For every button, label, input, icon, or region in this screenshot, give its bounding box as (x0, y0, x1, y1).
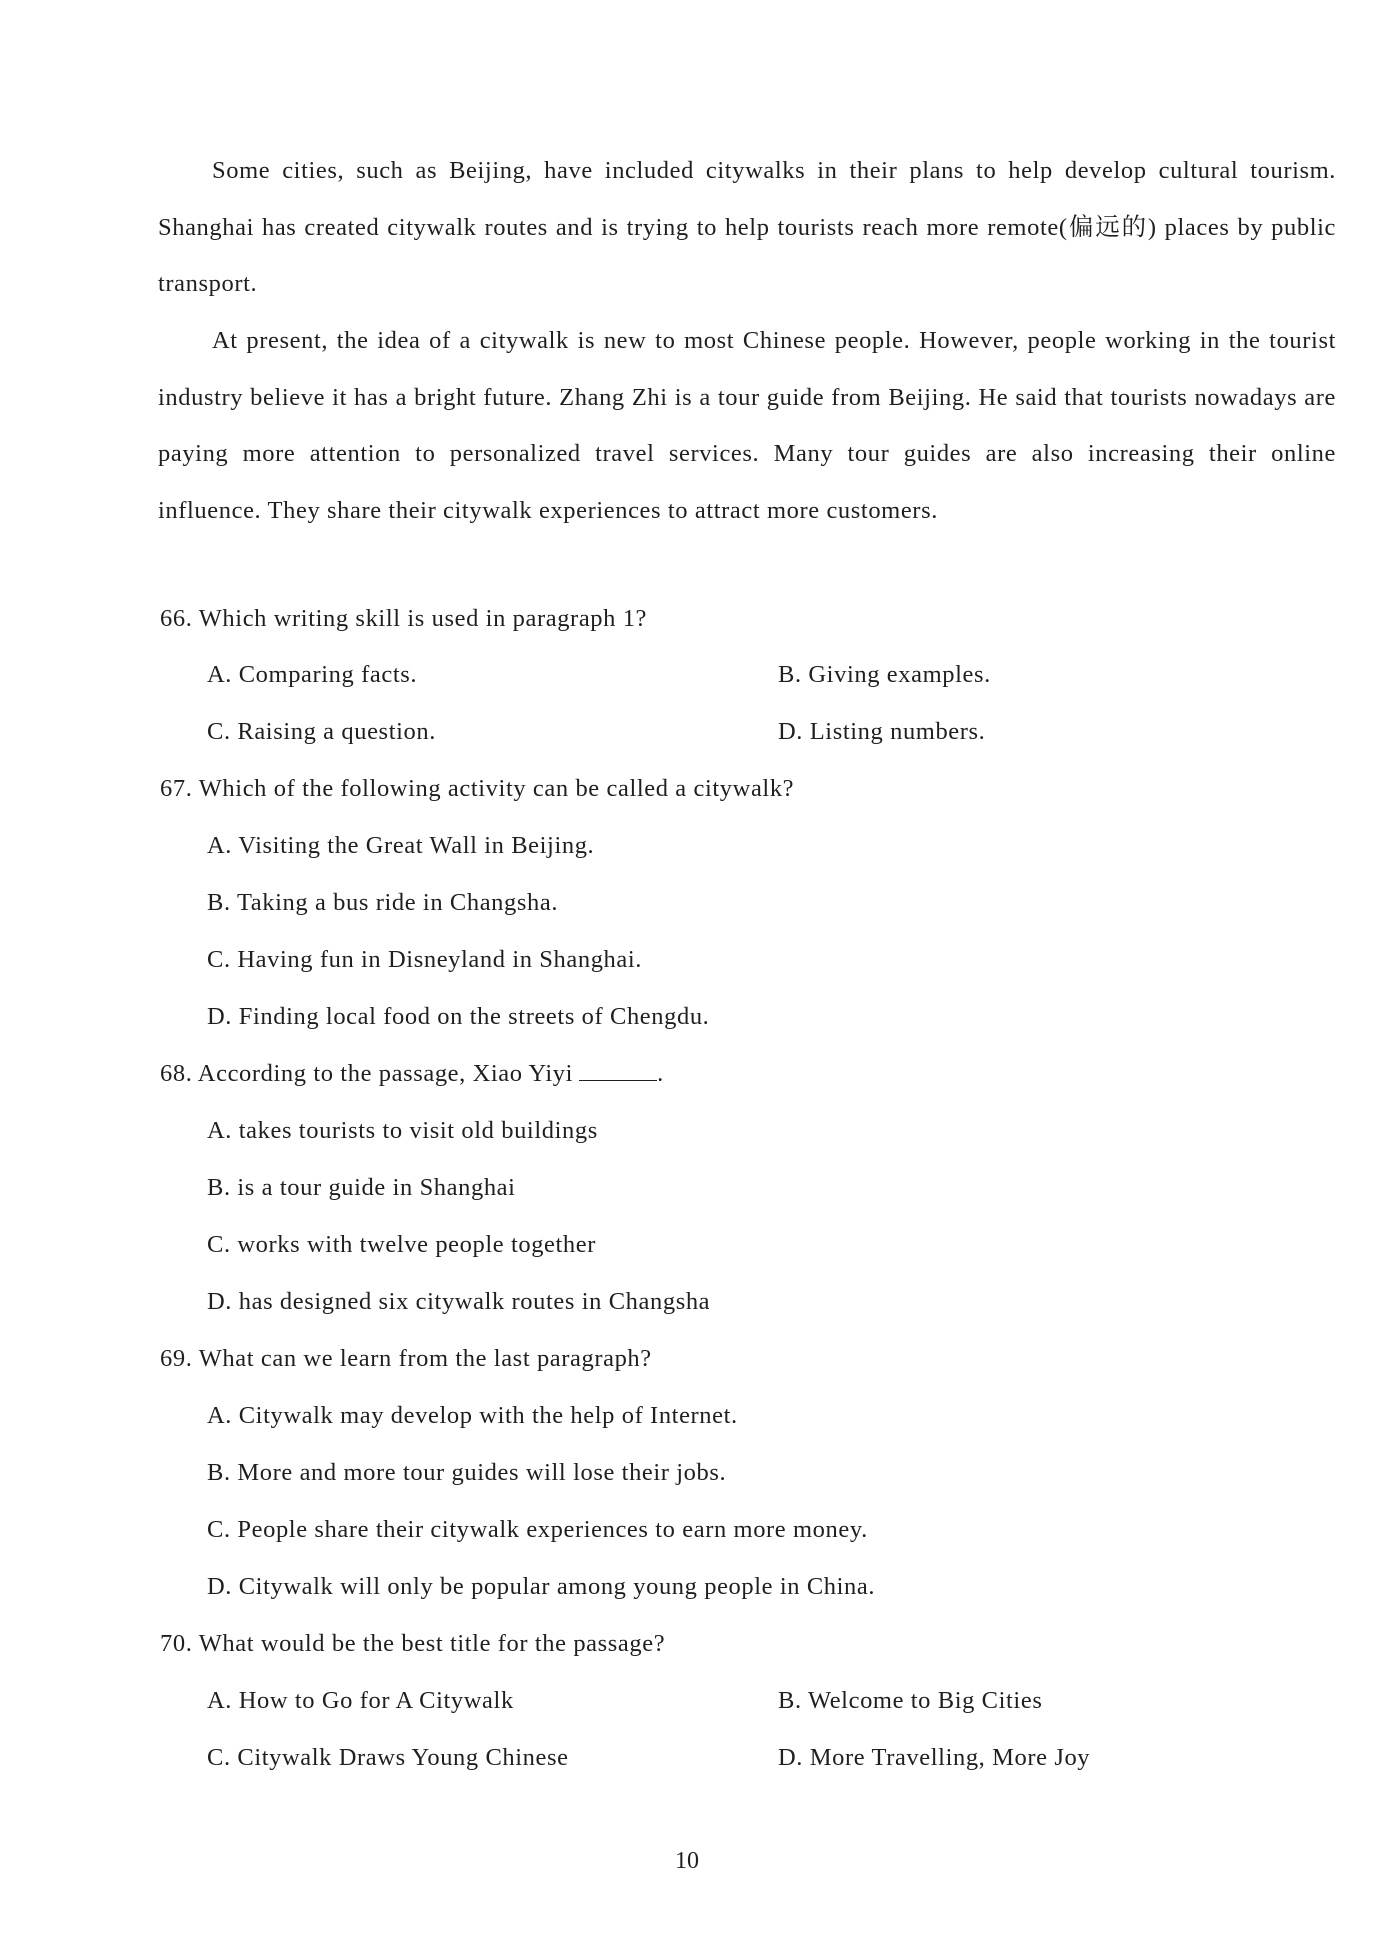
question-68-option-a: A. takes tourists to visit old buildings (207, 1117, 598, 1144)
question-66-option-b: B. Giving examples. (778, 661, 991, 688)
question-68-option-c: C. works with twelve people together (207, 1231, 597, 1258)
question-66-stem: 66. Which writing skill is used in paragraph 1? (160, 605, 648, 632)
question-70-option-c: C. Citywalk Draws Young Chinese (207, 1744, 569, 1771)
question-66-option-a: A. Comparing facts. (207, 661, 418, 688)
question-66-option-d: D. Listing numbers. (778, 718, 986, 745)
question-70-option-b: B. Welcome to Big Cities (778, 1687, 1043, 1714)
question-68-stem: 68. According to the passage, Xiao Yiyi (160, 1060, 574, 1087)
question-67-option-b: B. Taking a bus ride in Changsha. (207, 889, 559, 916)
question-67-option-a: A. Visiting the Great Wall in Beijing. (207, 832, 595, 859)
question-68-option-b: B. is a tour guide in Shanghai (207, 1174, 516, 1201)
question-68-stem-line (160, 1059, 664, 1089)
question-69-stem: 69. What can we learn from the last paragraph? (160, 1345, 652, 1372)
question-67-option-d: D. Finding local food on the streets of Chengdu. (207, 1003, 710, 1030)
question-68-option-d: D. has designed six citywalk routes in Changsha (207, 1288, 711, 1315)
question-69-option-a: A. Citywalk may develop with the help of Internet. (207, 1402, 738, 1429)
question-67-option-c: C. Having fun in Disneyland in Shanghai. (207, 946, 643, 973)
question-69-option-d: D. Citywalk will only be popular among young people in China. (207, 1573, 876, 1600)
question-70-option-d: D. More Travelling, More Joy (778, 1744, 1091, 1771)
question-68-stem-end: . (657, 1060, 664, 1087)
passage-paragraph-2: At present, the idea of a citywalk is new to most Chinese people. However, people working in the tourist industry believe it has a bright future. Zhang Zhi is a tour guide from Beijing. He said that tourists nowadays are paying more attention to personalized travel services. Many tour guides are also increasing their online influence. They share their citywalk experiences to attract more customers. (158, 327, 1336, 524)
answer-blank (579, 1060, 657, 1081)
question-69-option-b: B. More and more tour guides will lose their jobs. (207, 1459, 727, 1486)
passage-paragraph-1: Some cities, such as Beijing, have included citywalks in their plans to help develop cultural tourism. Shanghai has created citywalk routes and is trying to help tourists reach more remote(偏远的) places by public transport. (158, 157, 1336, 297)
page-number: 10 (675, 1848, 699, 1874)
question-66-option-c: C. Raising a question. (207, 718, 436, 745)
question-67-stem: 67. Which of the following activity can be called a citywalk? (160, 775, 795, 802)
question-70-stem: 70. What would be the best title for the passage? (160, 1630, 666, 1657)
question-69-option-c: C. People share their citywalk experiences to earn more money. (207, 1516, 868, 1543)
question-70-option-a: A. How to Go for A Citywalk (207, 1687, 514, 1714)
